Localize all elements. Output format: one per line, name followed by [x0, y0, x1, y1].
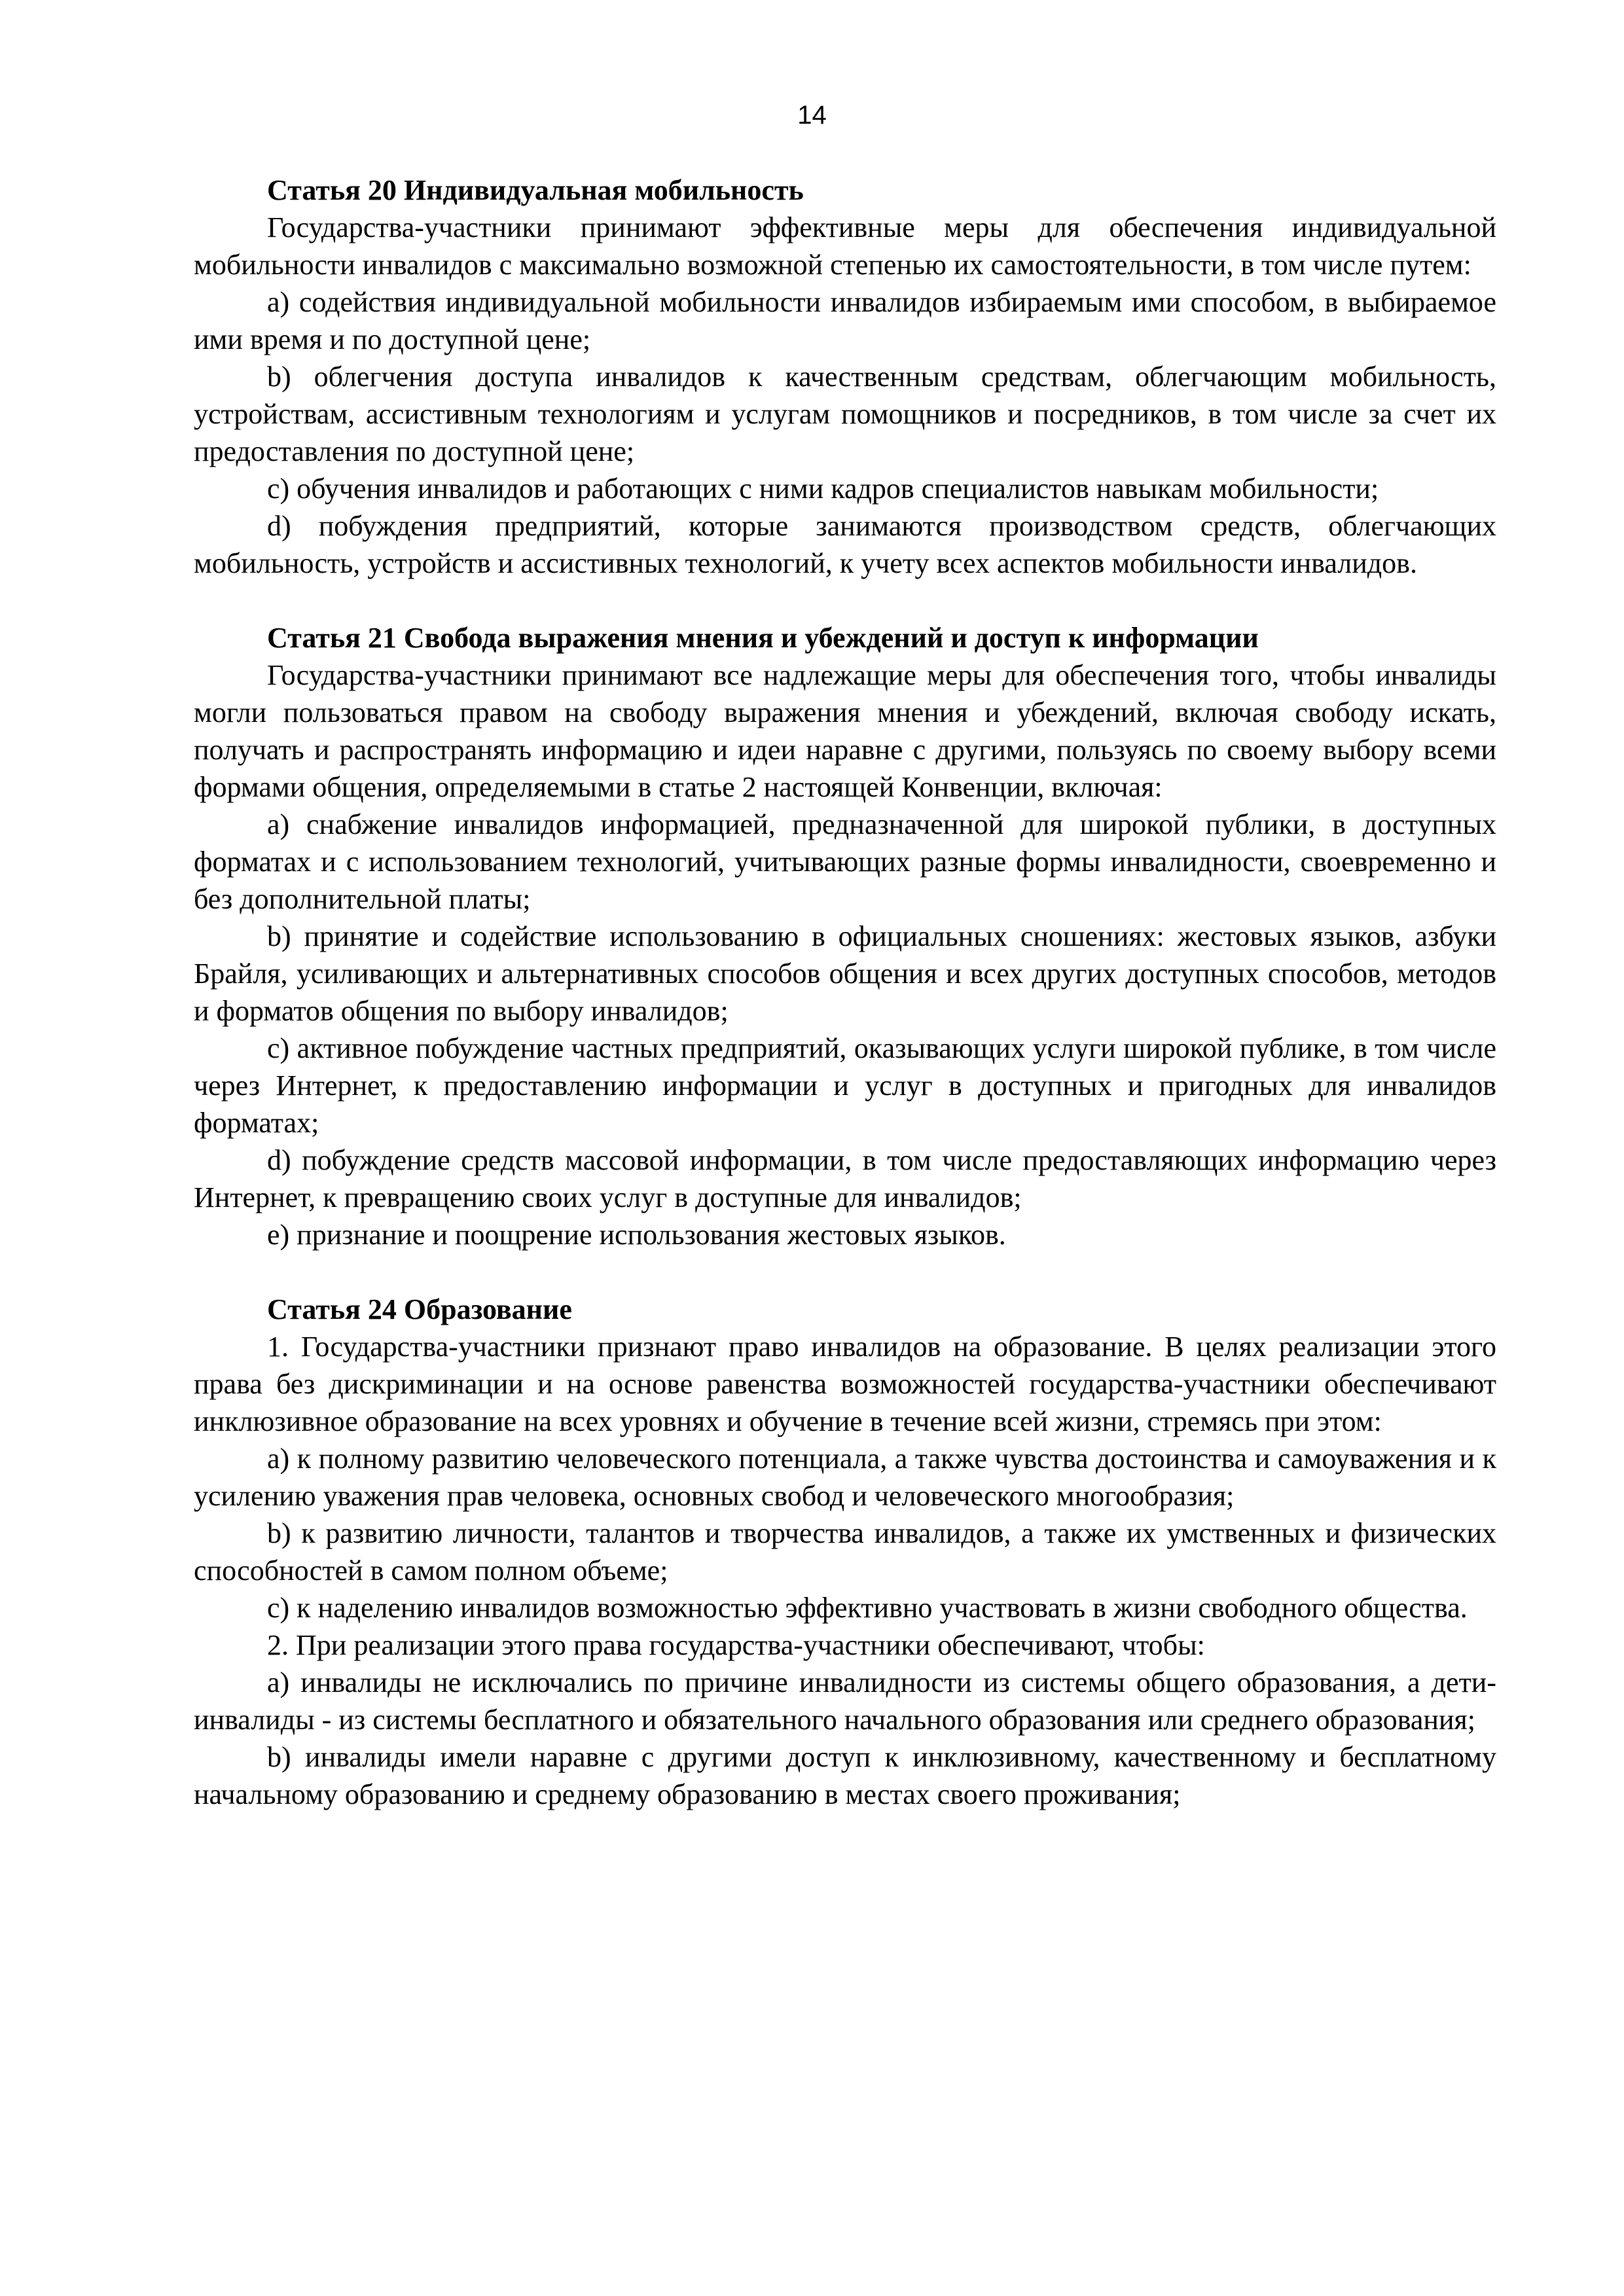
- article-24-clause-2-a: a) инвалиды не исключались по причине инвалидности из системы общего образования, а дети-инвалиды - из системы бесплатного и обязательного начального образования или среднего образования;: [194, 1666, 1496, 1736]
- article-24: [194, 1291, 1496, 1813]
- article-20-title: Статья 20 Индивидуальная мобильность: [267, 174, 804, 206]
- article-20-item-a: a) содействия индивидуальной мобильности инвалидов избираемым ими способом, в выбираемое ими время и по доступной цене;: [194, 286, 1496, 355]
- article-24-clause-2-b: b) инвалиды имели наравне с другими доступ к инклюзивному, качественному и бесплатному начальному образованию и среднему образованию в местах своего проживания;: [194, 1741, 1496, 1810]
- article-21-item-c: c) активное побуждение частных предприятий, оказывающих услуги широкой публике, в том числе через Интернет, к предоставлению информации и услуг в доступных и пригодных для инвалидов форматах;: [194, 1032, 1496, 1139]
- article-24-clause-1-c: c) к наделению инвалидов возможностью эффективно участвовать в жизни свободного общества.: [267, 1592, 1468, 1624]
- article-21: [194, 619, 1496, 1253]
- article-21-item-e: e) признание и поощрение использования жестовых языков.: [267, 1219, 1006, 1251]
- article-24-clause-1-a: a) к полному развитию человеческого потенциала, а также чувства достоинства и самоуважения и к усилению уважения прав человека, основных свобод и человеческого многообразия;: [194, 1443, 1496, 1512]
- article-24-clause-1-b: b) к развитию личности, талантов и творчества инвалидов, а также их умственных и физических способностей в самом полном объеме;: [194, 1517, 1496, 1587]
- section-spacer: [194, 1253, 1496, 1291]
- article-21-intro: Государства-участники принимают все надлежащие меры для обеспечения того, чтобы инвалиды могли пользоваться правом на свободу выражения мнения и убеждений, включая свободу искать, получать и распространять информацию и идеи наравне с другими, пользуясь по своему выбору всеми формами общения, определяемыми в статье 2 настоящей Конвенции, включая:: [194, 659, 1496, 803]
- page-number: 14: [797, 101, 827, 130]
- article-20-intro: Государства-участники принимают эффективные меры для обеспечения индивидуальной мобильности инвалидов с максимально возможной степенью их самостоятельности, в том числе путем:: [194, 211, 1496, 281]
- article-20: [194, 171, 1496, 582]
- page-content: [194, 171, 1496, 1813]
- article-21-item-d: d) побуждение средств массовой информации, в том числе предоставляющих информацию через Интернет, к превращению своих услуг в доступные для инвалидов;: [194, 1144, 1496, 1213]
- article-20-item-c: c) обучения инвалидов и работающих с ними кадров специалистов навыкам мобильности;: [267, 473, 1379, 505]
- article-20-item-d: d) побуждения предприятий, которые занимаются производством средств, облегчающих мобильность, устройств и ассистивных технологий, к учету всех аспектов мобильности инвалидов.: [194, 510, 1496, 579]
- article-24-title: Статья 24 Образование: [267, 1293, 572, 1325]
- article-21-title: Статья 21 Свобода выражения мнения и убеждений и доступ к информации: [267, 622, 1259, 654]
- section-spacer: [194, 582, 1496, 619]
- article-24-clause-2: 2. При реализации этого права государства-участники обеспечивают, чтобы:: [267, 1629, 1205, 1661]
- article-21-item-b: b) принятие и содействие использованию в официальных сношениях: жестовых языков, азбуки Брайля, усиливающих и альтернативных способов общения и всех других доступных способов, методов и форматов общения по выбору инвалидов;: [194, 920, 1496, 1027]
- article-24-clause-1: 1. Государства-участники признают право инвалидов на образование. В целях реализации этого права без дискриминации и на основе равенства возможностей государства-участники обеспечивают инклюзивное образование на всех уровнях и обучение в течение всей жизни, стремясь при этом:: [194, 1331, 1496, 1437]
- article-20-item-b: b) облегчения доступа инвалидов к качественным средствам, облегчающим мобильность, устройствам, ассистивным технологиям и услугам помощников и посредников, в том числе за счет их предоставления по доступной цене;: [194, 361, 1496, 467]
- article-21-item-a: a) снабжение инвалидов информацией, предназначенной для широкой публики, в доступных форматах и с использованием технологий, учитывающих разные формы инвалидности, своевременно и без дополнительной платы;: [194, 808, 1496, 915]
